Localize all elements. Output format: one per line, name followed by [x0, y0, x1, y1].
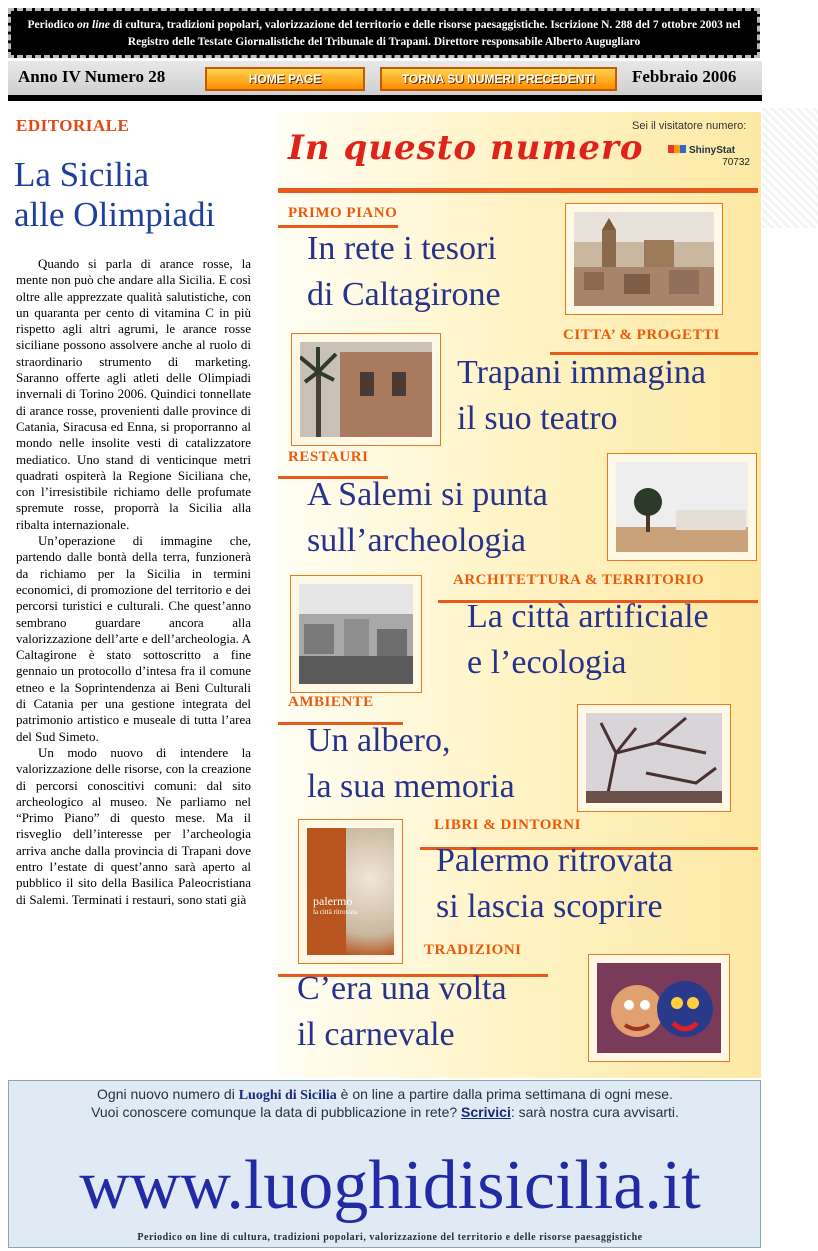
article-title-line2: e l’ecologia: [467, 644, 627, 681]
section-label-ambiente[interactable]: AMBIENTE: [288, 694, 374, 710]
footer-text-2: è on line a partire dalla prima settimana di ogni mese.: [340, 1086, 673, 1102]
article-link-albero[interactable]: [307, 718, 515, 810]
photo-caltagirone[interactable]: [565, 203, 723, 315]
footer-subline: Periodico on line di cultura, tradizioni popolari, valorizzazione del territorio e delle risorse paesaggistiche: [137, 1232, 643, 1243]
article-title-line1: Un albero,: [307, 722, 451, 759]
article-title-line1: Palermo ritrovata: [436, 842, 673, 879]
photo-salemi[interactable]: [607, 453, 757, 561]
building-photo-icon: [300, 342, 432, 437]
visitor-counter[interactable]: [668, 140, 754, 168]
article-title-line1: La città artificiale: [467, 598, 709, 635]
masthead-banner: [8, 8, 760, 58]
article-link-salemi[interactable]: [307, 472, 548, 564]
site-url[interactable]: www.luoghidisicilia.it: [79, 1147, 701, 1224]
editorial-paragraph: Un’operazione di immagine che, partendo dalle bontà della terra, funzionerà da richiamo per la Sicilia in termini economici, di promozione del territorio e dei percorsi turistici e culturali. Che quest’anno sembrano guardare ancora alla valorizzazione dell’arte e dell’archeologia. A Caltagirone è stato sottoscritto a fine gennaio un protocollo d’intesa fra il comune etneo e la Soprintendenza ai Beni Culturali di Catania per una gestione integrata del patrimonio artistico e museale di tutta l’area del Sud Simeto.: [16, 533, 251, 744]
section-label-restauri[interactable]: RESTAURI: [288, 449, 369, 465]
masks-photo-icon: [597, 963, 721, 1053]
article-title-line1: In rete i tesori: [307, 230, 497, 267]
contact-link[interactable]: Scrivici: [461, 1104, 511, 1120]
editorial-paragraph: Un modo nuovo di intendere la valorizzazione delle risorse, con la creazione di percorsi conoscitivi comuni: dal sito archeologico al museo. Ne parliamo nel “Primo Piano” di questo mese. Ma il risveglio dell’interesse per l’archeologia arriva anche dalla provincia di Trapani dove entro l’estate di quest’anno sarà aperto al pubblico il sito della Basilica Paleocristiana di Salemi. Terminati i restauri, sono stati già: [16, 744, 251, 907]
tree-photo-icon: [586, 713, 722, 803]
visitor-label: Sei il visitatore numero:: [632, 120, 747, 132]
section-label-primo-piano[interactable]: PRIMO PIANO: [288, 205, 398, 221]
banner-text: di cultura, tradizioni popolari, valorizzazione del territorio e delle risorse paesaggistiche. Iscrizione N. 288 del 7 ottobre 2003 nel Registro delle Testate Giornalistiche del Tribunale di Trapani. Direttore responsabile Alberto Augugliaro: [112, 19, 741, 48]
article-title-line1: C’era una volta: [297, 970, 507, 1007]
article-title-line2: di Caltagirone: [307, 276, 501, 313]
editorial-title-line2: alle Olimpiadi: [14, 195, 216, 234]
model-photo-icon: [616, 462, 748, 552]
book-cover-subtitle: la città ritrovata: [313, 908, 358, 916]
footer-brand: Luoghi di Sicilia: [238, 1088, 337, 1103]
photo-book-cover[interactable]: [298, 819, 403, 964]
photo-citta-artificiale[interactable]: [290, 575, 422, 693]
counter-value: 70732: [722, 157, 750, 168]
section-label-tradizioni[interactable]: TRADIZIONI: [424, 942, 522, 958]
book-cover: [307, 828, 394, 955]
footer-text-4: : sarà nostra cura avvisarti.: [510, 1104, 679, 1120]
section-label-citta-progetti[interactable]: CITTA’ & PROGETTI: [563, 327, 720, 343]
article-link-carnevale[interactable]: [297, 966, 507, 1058]
section-label-architettura[interactable]: ARCHITETTURA & TERRITORIO: [453, 572, 705, 588]
editorial-body: [16, 256, 251, 1074]
article-link-caltagirone[interactable]: [307, 226, 501, 318]
article-title-line2: il carnevale: [297, 1016, 455, 1053]
side-texture: [762, 108, 818, 228]
article-title-line1: Trapani immagina: [457, 354, 706, 391]
section-label-libri[interactable]: LIBRI & DINTORNI: [434, 817, 581, 833]
footer-text-1: Ogni nuovo numero di: [97, 1086, 235, 1102]
issue-date: Febbraio 2006: [632, 67, 737, 86]
counter-logo-icon: [668, 145, 686, 153]
article-title-line2: il suo teatro: [457, 400, 618, 437]
banner-online: on line: [76, 19, 110, 31]
city-bw-photo-icon: [299, 584, 413, 684]
sculpture-image: [346, 828, 394, 955]
footer-notice: [20, 1086, 750, 1121]
banner-prefix: Periodico: [27, 19, 75, 31]
footer-text-3: Vuoi conoscere comunque la data di pubblicazione in rete?: [91, 1104, 458, 1120]
article-title-line2: si lascia scoprire: [436, 888, 663, 925]
city-photo-icon: [574, 212, 714, 306]
book-cover-title: palermo: [313, 894, 353, 908]
contents-heading: In questo numero: [288, 128, 644, 168]
editorial-label: EDITORIALE: [16, 116, 130, 135]
editorial-paragraph: Quando si parla di arance rosse, la mente non può che andare alla Sicilia. E così oltre alle apprezzate qualità salutistiche, con un quaranta per cento di vitamina C in più rispetto agli altri agrumi, le arance rosse siciliane possono assolvere anche al ruolo di straordinario strumento di marketing. Saranno offerte agli atleti delle Olimpiadi invernali di Torino 2006. Quindici tonnellate di arance rosse, provenienti dalle province di Catania, Siracusa ed Enna, si proporranno al mondo nelle insolite vesti di catalizzatore mediatico. Uno stand di venticinque metri quadrati ospiterà la Regione Siciliana che, con l’irresistibile richiamo delle profumate spremute rosse, proporrà la Sicilia alla ribalta internazionale.: [16, 256, 251, 532]
article-title-line2: sull’archeologia: [307, 522, 527, 559]
divider: [278, 188, 758, 193]
editorial-title-line1: La Sicilia: [14, 155, 150, 194]
back-issues-button[interactable]: TORNA SU NUMERI PRECEDENTI: [380, 67, 617, 91]
article-link-citta-artificiale[interactable]: [467, 594, 709, 686]
article-link-trapani[interactable]: [457, 350, 706, 442]
home-page-button[interactable]: HOME PAGE: [205, 67, 365, 91]
issue-number: Anno IV Numero 28: [18, 67, 166, 86]
editorial-title: [14, 155, 274, 235]
photo-albero[interactable]: [577, 704, 731, 812]
photo-trapani-teatro[interactable]: [291, 333, 441, 446]
photo-carnevale[interactable]: [588, 954, 730, 1062]
article-title-line1: A Salemi si punta: [307, 476, 548, 513]
article-title-line2: la sua memoria: [307, 768, 515, 805]
counter-brand: ShinyStat: [689, 145, 736, 156]
article-link-palermo[interactable]: [436, 838, 673, 930]
